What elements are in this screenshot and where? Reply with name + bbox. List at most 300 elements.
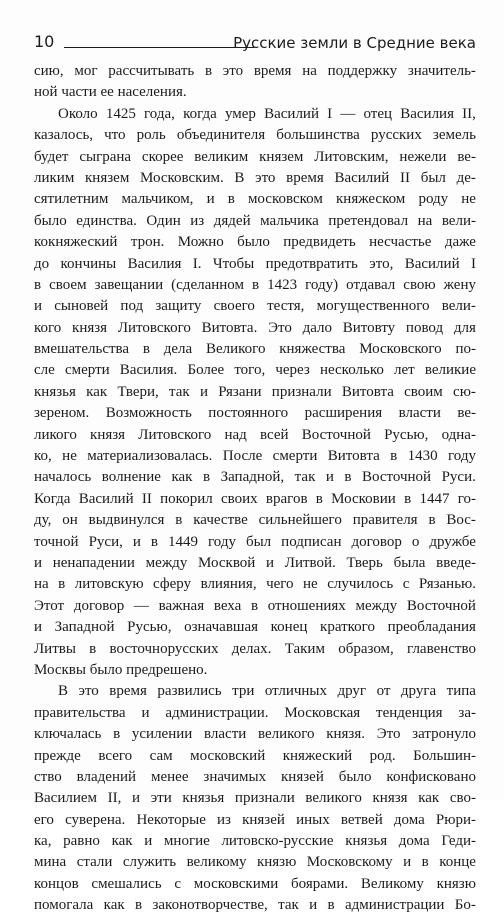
word: как [418, 790, 440, 807]
word: значимых [203, 768, 267, 785]
word: населения. [117, 84, 187, 101]
word: Около [58, 105, 98, 122]
text-line [34, 168, 476, 189]
word: качестве [193, 512, 248, 529]
word: своих [220, 490, 258, 507]
word: того, [234, 362, 266, 379]
word: князя [372, 790, 408, 807]
word: было [338, 768, 372, 785]
word: в [327, 897, 335, 914]
word: сятилетним [34, 191, 109, 208]
word: претендовал [328, 212, 409, 229]
word: его [34, 811, 54, 828]
word: было [89, 661, 127, 678]
text-line [34, 189, 476, 210]
word: сферу [153, 576, 192, 593]
word: Московского [359, 341, 442, 358]
word: кокняжеский [34, 234, 118, 251]
text-line [34, 831, 476, 852]
word: смерти [272, 448, 318, 465]
word: Более [187, 362, 225, 379]
word: 1449 [167, 533, 198, 550]
word: Можно [177, 234, 224, 251]
word: веха [213, 597, 242, 614]
word: и [34, 298, 43, 315]
text-line [34, 61, 476, 82]
word: Русью, [384, 426, 429, 443]
word: Восточной [361, 469, 432, 486]
word: де- [456, 169, 476, 186]
word: многие [163, 833, 210, 850]
word: Рязанью. [418, 576, 476, 593]
word: как [86, 383, 108, 400]
word: предвидеть [283, 234, 356, 251]
word: несчастье [369, 234, 432, 251]
word: русских [370, 127, 422, 144]
word: мальчика [260, 212, 319, 229]
word: князей [281, 768, 324, 785]
word: отличных [264, 683, 328, 700]
word: означавшая [184, 619, 259, 636]
word: рассчитывать [108, 63, 195, 79]
word: мальчиком, [121, 191, 194, 208]
word: время [109, 683, 147, 700]
word: на [34, 576, 49, 593]
word: князья [34, 383, 76, 400]
word: Витовта [341, 383, 394, 400]
word: суверена. [65, 811, 126, 828]
word: ство [34, 768, 62, 785]
text-line [34, 703, 476, 724]
word: между [145, 554, 188, 571]
word: будет [34, 148, 69, 165]
word: ее [100, 84, 118, 101]
word: в [344, 469, 352, 486]
word: стали [76, 854, 113, 871]
body-text [34, 61, 476, 917]
word: усилении [131, 726, 193, 743]
word: Витовта [327, 448, 380, 465]
word: преобладания [387, 619, 476, 636]
word: и [144, 833, 153, 850]
word: II, [107, 790, 122, 807]
text-line [34, 788, 476, 809]
word: власти [204, 726, 247, 743]
word: помогала [34, 897, 94, 914]
word: главенство [407, 640, 476, 657]
word: В [58, 683, 69, 700]
word: на [417, 212, 433, 229]
word: году [448, 448, 476, 465]
word: боярами. [291, 875, 349, 892]
text-line [34, 681, 476, 702]
word: Восточной [301, 426, 371, 443]
running-title: Русские земли в Средние века [233, 34, 476, 52]
text-line [34, 403, 476, 424]
word: началось [34, 469, 92, 486]
word: прежде [34, 747, 81, 764]
word: дома [398, 833, 430, 850]
word: влияния, [200, 576, 257, 593]
word: отец [363, 105, 393, 122]
text-line [34, 895, 476, 916]
word: друга [400, 683, 437, 700]
word: конфисковано [386, 768, 476, 785]
word: смешались [91, 875, 162, 892]
word: дела [163, 341, 193, 358]
word: правительства [34, 704, 126, 721]
word: ликого [34, 426, 77, 443]
word: Когда [34, 490, 71, 507]
word: в [315, 490, 323, 507]
word: завещании [94, 276, 164, 293]
word: сыграна [79, 148, 132, 165]
word: и [34, 619, 43, 636]
word: Западной, [220, 469, 285, 486]
word: князя [72, 319, 108, 336]
word: правителя [352, 512, 418, 529]
word: II, [462, 105, 476, 122]
word: ненападении [52, 554, 135, 571]
word: расширения [304, 405, 383, 422]
header-rule [64, 47, 254, 48]
word: дружбе [429, 533, 476, 550]
word: — [133, 597, 149, 614]
word: мина [34, 854, 67, 871]
word: ве- [457, 405, 476, 422]
word: постоянного [208, 405, 289, 422]
word: в [175, 512, 183, 529]
word: ка, [34, 833, 52, 850]
word: кончины [60, 255, 117, 272]
word: договор [351, 533, 402, 550]
word: в [113, 726, 121, 743]
word: Витовту [342, 319, 396, 336]
word: кого [34, 319, 62, 336]
word: о [411, 533, 420, 550]
word: Литвы [34, 640, 76, 657]
text-line [34, 617, 476, 638]
word: с [174, 875, 181, 892]
text-line [34, 553, 476, 574]
word: части [61, 84, 101, 101]
word: в [150, 533, 158, 550]
word: как [103, 897, 125, 914]
word: развились [157, 683, 222, 700]
word: князья [345, 833, 388, 850]
word: была [393, 554, 426, 571]
word: эти [150, 790, 172, 807]
word: Рюри- [435, 811, 476, 828]
word: зереном. [34, 405, 90, 422]
word: великие [424, 362, 476, 379]
word: покорил [160, 490, 213, 507]
word: власти [398, 405, 441, 422]
word: Один [146, 212, 181, 229]
word: ве- [457, 148, 476, 165]
word: был [420, 169, 446, 186]
text-line [34, 510, 476, 531]
word: Некоторые [136, 811, 206, 828]
word: Рязани [218, 383, 262, 400]
word: в [428, 512, 436, 529]
word: не [461, 191, 476, 208]
word: Руси, [88, 533, 123, 550]
word: несколько [319, 362, 384, 379]
word: Московии [331, 490, 396, 507]
word: признали [271, 383, 332, 400]
word: над [224, 426, 247, 443]
word: сию, [34, 63, 64, 79]
word: Геди- [441, 833, 476, 850]
text-line [34, 147, 476, 168]
word: по- [455, 341, 476, 358]
word: I [470, 255, 476, 272]
word: Руси. [441, 469, 476, 486]
word: введе- [436, 554, 476, 571]
word: так [278, 897, 299, 914]
text-line [34, 467, 476, 488]
word: в [58, 576, 66, 593]
word: конец [270, 619, 308, 636]
text-line [34, 639, 476, 660]
text-line [34, 232, 476, 253]
word: врагов [265, 490, 308, 507]
word: князем [85, 169, 130, 186]
word: в [404, 490, 412, 507]
word: законотворчестве, [152, 897, 268, 914]
word: это [78, 683, 99, 700]
word: князем [259, 148, 304, 165]
word: признали [234, 790, 295, 807]
word: князей [242, 811, 285, 828]
word: точной [34, 533, 79, 550]
word: в [250, 597, 259, 614]
text-line [34, 874, 476, 895]
text-line [34, 425, 476, 446]
word: затронуло [412, 726, 476, 743]
word: казалось, [34, 127, 94, 144]
word: для [453, 319, 476, 336]
word: подписан [281, 533, 342, 550]
word: Василия [127, 255, 182, 272]
word: своем [49, 276, 87, 293]
word: вмешательства [34, 341, 130, 358]
word: в [204, 63, 213, 79]
word: в [227, 191, 235, 208]
word: ду, [34, 512, 52, 529]
word: Западной [54, 619, 115, 636]
word: 1430 [407, 448, 438, 465]
word: так [169, 383, 190, 400]
word: так [294, 469, 316, 486]
word: земель [432, 127, 476, 144]
word: делах. [231, 640, 272, 657]
word: Этот [34, 597, 65, 614]
word: из [190, 212, 205, 229]
word: чего [266, 576, 294, 593]
page-header [34, 32, 476, 54]
word: московскими [193, 875, 279, 892]
text-line [34, 360, 476, 381]
word: свою [403, 276, 436, 293]
word: конце [439, 854, 476, 871]
word: князя [90, 426, 126, 443]
word: московский [190, 747, 266, 764]
word: в [142, 341, 150, 358]
word: краткого [320, 619, 375, 636]
word: ликим [34, 169, 75, 186]
word: и [141, 704, 150, 721]
word: отдавал [346, 276, 396, 293]
word: равно [63, 833, 100, 850]
word: дома [393, 811, 425, 828]
word: года, [144, 105, 175, 122]
word: объединителя [176, 127, 266, 144]
word: было [237, 234, 270, 251]
word: даже [444, 234, 476, 251]
word: году) [305, 276, 339, 293]
word: в [135, 897, 143, 914]
word: от [376, 683, 391, 700]
word: Чтобы [212, 255, 255, 272]
word: трон. [130, 234, 165, 251]
word: значитель- [407, 63, 476, 79]
word: своего [213, 298, 255, 315]
word: договор [73, 597, 125, 614]
word: когда [183, 105, 217, 122]
word: ной [34, 84, 62, 101]
word: и [325, 469, 334, 486]
word: жену [443, 276, 476, 293]
word: Литовским, [314, 148, 389, 165]
word: Василием [34, 790, 98, 807]
text-line [34, 852, 476, 873]
text-line [34, 724, 476, 745]
word: После [222, 448, 263, 465]
word: Василий [404, 255, 460, 272]
word: образом, [338, 640, 394, 657]
word: между [355, 597, 398, 614]
word: и [132, 790, 141, 807]
text-line [34, 660, 476, 681]
word: князья [182, 790, 225, 807]
word: скорее [141, 148, 184, 165]
word: с [402, 576, 410, 593]
word: отношениях [267, 597, 346, 614]
word: единства. [76, 212, 137, 229]
word: в [421, 854, 429, 871]
word: и [206, 191, 215, 208]
word: Московскому [306, 854, 393, 871]
word: мог [74, 63, 98, 79]
word: время [253, 63, 292, 79]
word: Литвой. [284, 554, 336, 571]
word: умер [224, 105, 256, 122]
word: княжеском [336, 191, 406, 208]
word: Бо- [454, 897, 476, 914]
word: московском [247, 191, 323, 208]
word: сильнейшего [258, 512, 342, 529]
word: князю [436, 875, 476, 892]
word: I. [192, 255, 202, 272]
word: он [62, 512, 78, 529]
word: в [202, 469, 211, 486]
word: — [340, 105, 356, 122]
word: княжеский [282, 747, 353, 764]
word: Великому [360, 875, 424, 892]
word: князю [256, 854, 297, 871]
word: 1447 [419, 490, 450, 507]
word: литовскую [74, 576, 144, 593]
word: под [120, 298, 144, 315]
word: выдвинулся [88, 512, 165, 529]
text-line [34, 275, 476, 296]
word: Василия. [119, 362, 178, 379]
word: литовско-русские [221, 833, 334, 850]
word: предрешено. [126, 661, 208, 678]
word: не [62, 448, 77, 465]
word: великому [186, 854, 247, 871]
word: лет [394, 362, 415, 379]
word: Русью, [127, 619, 172, 636]
word: Василия [400, 105, 454, 122]
word: был [245, 533, 272, 550]
word: князя. [326, 726, 365, 743]
text-line [34, 810, 476, 831]
word: ключалась [34, 726, 102, 743]
word: Таким [284, 640, 325, 657]
word: и [34, 554, 43, 571]
word: (сделанном [171, 276, 245, 293]
word: в [390, 448, 398, 465]
word: Литовского [138, 426, 212, 443]
word: своим [404, 383, 443, 400]
word: В [234, 169, 245, 186]
word: иных [296, 811, 330, 828]
word: Возможность [105, 405, 192, 422]
word: Восточной [406, 597, 476, 614]
word: поддержку [327, 63, 398, 79]
word: это [255, 169, 276, 186]
word: дало [302, 319, 332, 336]
word: ветвей [340, 811, 383, 828]
word: три [232, 683, 255, 700]
word: Литовского [117, 319, 191, 336]
word: типа [446, 683, 476, 700]
word: в [89, 640, 97, 657]
word: нежели [399, 148, 447, 165]
word: великого [258, 726, 315, 743]
word: роду [418, 191, 449, 208]
word: и [199, 383, 208, 400]
text-line [34, 254, 476, 275]
word: всей [260, 426, 289, 443]
word: концов [34, 875, 79, 892]
word: материализовалась. [87, 448, 213, 465]
word: Это [268, 319, 292, 336]
word: сю- [453, 383, 476, 400]
word: Тверь [346, 554, 383, 571]
word: случилось [327, 576, 394, 593]
text-line [34, 211, 476, 232]
word: владений [76, 768, 137, 785]
word: 1425 [105, 105, 136, 122]
word: администрации. [165, 704, 269, 721]
word: Московская [284, 704, 361, 721]
word: сам [149, 747, 173, 764]
word: всего [98, 747, 133, 764]
